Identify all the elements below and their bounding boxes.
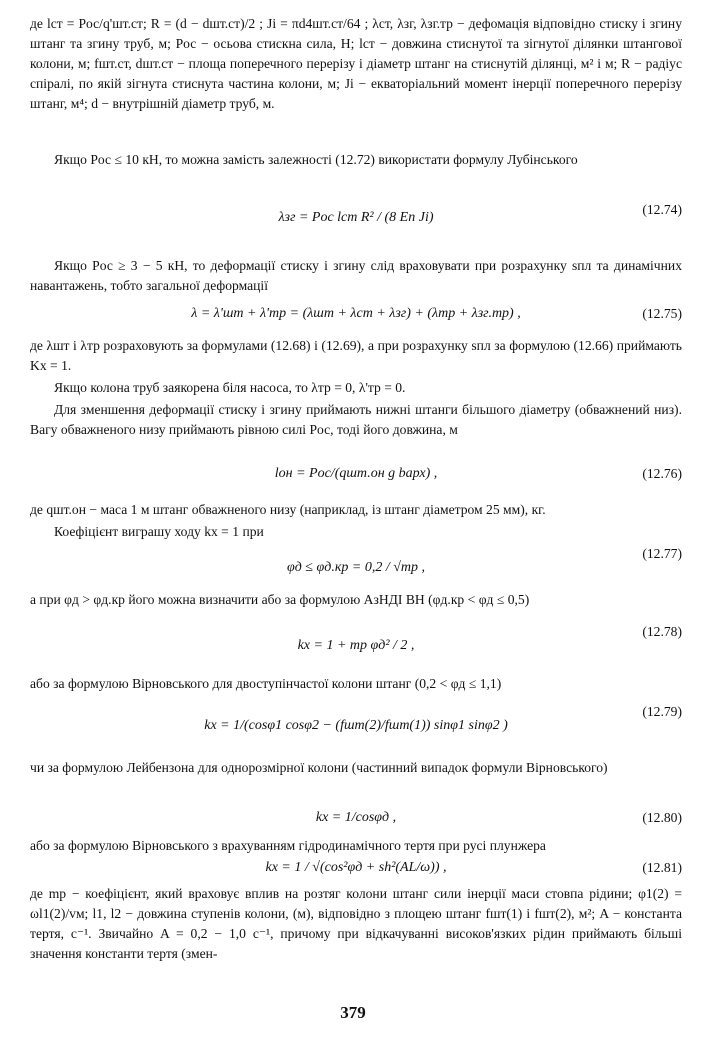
equation-12-81: kх = 1 / √(cos²φд + sh²(AL/ω)) , <box>265 860 447 875</box>
equation-number-12-80: (12.80) <box>642 810 682 825</box>
paragraph-weighted-mass: де qшт.он − маса 1 м штанг обважненого низу (наприклад, із штанг діаметром 25 мм), кг. <box>30 502 546 517</box>
equation-12-78: kх = 1 + mр φд² / 2 , <box>297 638 415 653</box>
equation-number-12-76: (12.76) <box>642 466 682 481</box>
equation-12-77: φд ≤ φд.кр = 0,2 / √mр , <box>286 560 426 575</box>
paragraph-weighted-bottom: Для зменшення деформації стиску і згину приймають нижні штанги більшого діаметру (обважнений низ). Вагу обважненого низу приймають рівною силі Pос, тоді його довжина, м <box>30 402 682 437</box>
paragraph-deformation-condition: Якщо Pос ≥ 3 − 5 кН, то деформації стиску і згину слід враховувати при розрахунку sпл та динамічних навантажень, тобто загальної деформації <box>30 258 682 293</box>
equation-12-76: lон = Pос/(qшт.он g bарх) , <box>274 466 438 481</box>
page-number: 379 <box>340 1003 366 1022</box>
equation-12-75: λ = λ'шт + λ'тр = (λшт + λст + λзг) + (λтр + λзг.тр) , <box>191 306 521 321</box>
equation-number-12-79: (12.79) <box>642 704 682 719</box>
paragraph-aznidi-formula: а при φд > φд.кр його можна визначити або за формулою АзНДІ ВН (φд.кр < φд ≤ 0,5) <box>30 592 530 607</box>
paragraph-lambda-formulas: де λшт і λтр розраховують за формулами (12.68) і (12.69), а при розрахунку sпл за формулою (12.66) приймають Kх = 1. <box>30 338 682 373</box>
equation-number-12-78: (12.78) <box>642 624 682 639</box>
equation-12-74: λзг = Pос lст R² / (8 Eп Ji) <box>278 210 434 225</box>
equation-number-12-74: (12.74) <box>642 202 682 217</box>
equation-number-12-81: (12.81) <box>642 860 682 875</box>
paragraph-anchored-column: Якщо колона труб заякорена біля насоса, то λтр = 0, λ'тр = 0. <box>54 380 406 395</box>
equation-12-80: kх = 1/cosφд , <box>315 810 397 825</box>
paragraph-variable-definitions: де lст = Pос/q'шт.ст; R = (d − dшт.ст)/2 ; Ji = πd4шт.ст/64 ; λст, λзг, λзг.тр − дефомація відповідно стиску і згину штанг та згину труб, м; Pос − осьова стискна сила, Н; lст − довжина стиснутої та зігнутої ділянки штангової колони, м; fшт.ст, dшт.ст − площа поперечного перерізу і діаметр штанг на стиснутій ділянці, м² і м; R − радіус спіралі, по якій зігнута стиснута частина колони, м; Ji − екваторіальний момент інерції поперечного перерізу штанг, м⁴; d − внутрішній діаметр труб, м. <box>30 16 682 111</box>
paragraph-leibenzon-formula: чи за формулою Лейбензона для однорозмірної колони (частинний випадок формули Вірновського) <box>30 760 608 775</box>
equation-number-12-77: (12.77) <box>642 546 682 561</box>
equation-number-12-75: (12.75) <box>642 306 682 321</box>
paragraph-lubinsky-condition: Якщо Pос ≤ 10 кН, то можна замість залежності (12.72) використати формулу Лубінського <box>54 152 578 167</box>
paragraph-virnovsky-two-stage: або за формулою Вірновського для двоступінчастої колони штанг (0,2 < φд ≤ 1,1) <box>30 676 502 691</box>
equation-12-79: kх = 1/(cosφ1 cosφ2 − (fшт(2)/fшт(1)) sinφ1 sinφ2 ) <box>204 718 508 733</box>
paragraph-coefficient-definitions: де mр − коефіцієнт, який враховує вплив на розтяг колони штанг сили інерції маси стовпа рідини; φ1(2) = ωl1(2)/vм; l1, l2 − довжина ступенів колони, (м), відповідно з площею штанг fшт(1) і fшт(2), м²; A − константа тертя, с⁻¹. Звичайно A = 0,2 − 1,0 с⁻¹, причому при відкачуванні високов'язких рідин приймають більші значення константи тертя (змен- <box>30 886 682 961</box>
paragraph-virnovsky-friction: або за формулою Вірновського з врахуванням гідродинамічного тертя при русі плунжера <box>30 838 546 853</box>
paragraph-stroke-gain: Коефіцієнт виграшу ходу kх = 1 при <box>54 524 264 539</box>
